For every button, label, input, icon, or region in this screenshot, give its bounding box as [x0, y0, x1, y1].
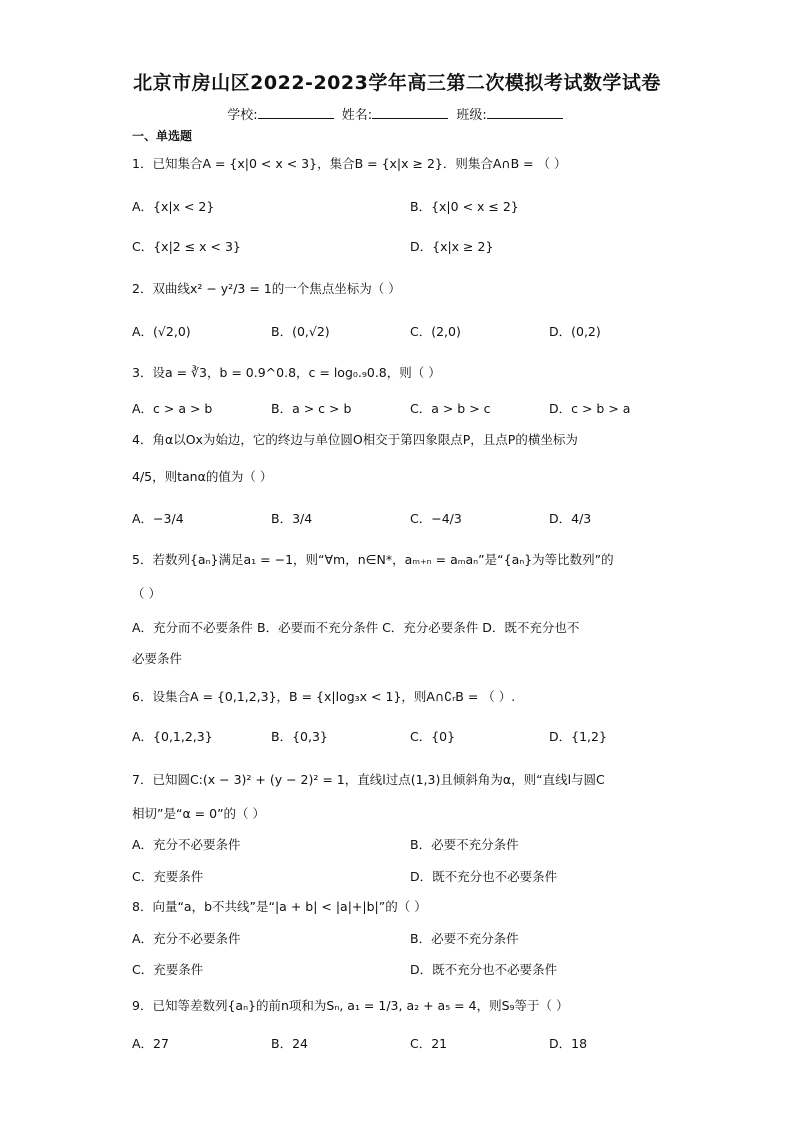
- q7-option-c: C．充要条件: [132, 869, 204, 884]
- class-label: 班级:: [456, 108, 487, 123]
- student-info-line: [0, 104, 794, 123]
- q4-option-c: C．−4/3: [410, 511, 462, 526]
- name-label: 姓名:: [341, 108, 373, 123]
- class-blank[interactable]: [487, 106, 563, 119]
- q1-option-d: D．{x|x ≥ 2}: [410, 239, 494, 254]
- q7-option-a: A．充分不必要条件: [132, 837, 241, 852]
- q3-option-b: B．a > c > b: [271, 401, 352, 416]
- q1-option-a: A．{x|x < 2}: [132, 199, 215, 214]
- school-label: 学校:: [227, 108, 258, 123]
- q6-option-d: D．{1,2}: [549, 729, 607, 744]
- question-7-stem-line2: 相切”是“α = 0”的（ ）: [132, 806, 266, 821]
- q2-option-b: B．(0,√2): [271, 324, 330, 339]
- question-4-stem-line1: 4．角α以Ox为始边，它的终边与单位圆O相交于第四象限点P，且点P的横坐标为: [132, 432, 578, 447]
- q8-option-a: A．充分不必要条件: [132, 931, 241, 946]
- q4-option-d: D．4/3: [549, 511, 592, 526]
- question-6-stem: 6．设集合A = {0,1,2,3}，B = {x|log₃x < 1}，则A∩∁ᵣB = （ ）.: [132, 689, 516, 704]
- q4-option-b: B．3/4: [271, 511, 313, 526]
- q9-option-b: B．24: [271, 1036, 308, 1051]
- q2-option-d: D．(0,2): [549, 324, 601, 339]
- question-3-stem: 3．设a = ∛3，b = 0.9^0.8，c = log₀.₉0.8，则（ ）: [132, 365, 441, 380]
- name-blank[interactable]: [372, 106, 448, 119]
- question-4-stem-line2: 4/5，则tanα的值为（ ）: [132, 469, 273, 484]
- question-2-stem: 2．双曲线x² − y²/3 = 1的一个焦点坐标为（ ）: [132, 281, 401, 296]
- question-7-stem-line1: 7．已知圆C:(x − 3)² + (y − 2)² = 1，直线l过点(1,3)且倾斜角为α，则“直线l与圆C: [132, 772, 605, 787]
- q8-option-d: D．既不充分也不必要条件: [410, 962, 558, 977]
- q6-option-a: A．{0,1,2,3}: [132, 729, 213, 744]
- question-5-stem-line1: 5．若数列{aₙ}满足a₁ = −1，则“∀m，n∈N*，aₘ₊ₙ = aₘaₙ”是“{aₙ}为等比数列”的: [132, 552, 614, 567]
- q3-option-d: D．c > b > a: [549, 401, 631, 416]
- q1-option-b: B．{x|0 < x ≤ 2}: [410, 199, 519, 214]
- q5-options-line2: 必要条件: [132, 651, 183, 666]
- q7-option-b: B．必要不充分条件: [410, 837, 519, 852]
- q6-option-c: C．{0}: [410, 729, 456, 744]
- q9-option-c: C．21: [410, 1036, 448, 1051]
- q9-option-a: A．27: [132, 1036, 169, 1051]
- q2-option-a: A．(√2,0): [132, 324, 191, 339]
- q5-options-line1: A．充分而不必要条件 B．必要而不充分条件 C．充分必要条件 D．既不充分也不: [132, 620, 580, 635]
- q6-option-b: B．{0,3}: [271, 729, 328, 744]
- q2-option-c: C．(2,0): [410, 324, 461, 339]
- question-9-stem: 9．已知等差数列{aₙ}的前n项和为Sₙ, a₁ = 1/3, a₂ + a₅ = 4，则S₉等于（ ）: [132, 998, 569, 1013]
- q7-option-d: D．既不充分也不必要条件: [410, 869, 558, 884]
- question-8-stem: 8．向量“a，b不共线”是“|a + b| < |a|+|b|”的（ ）: [132, 899, 427, 914]
- q1-option-c: C．{x|2 ≤ x < 3}: [132, 239, 241, 254]
- q4-option-a: A．−3/4: [132, 511, 184, 526]
- q9-option-d: D．18: [549, 1036, 588, 1051]
- question-1-stem: 1．已知集合A = {x|0 < x < 3}，集合B = {x|x ≥ 2}．则集合A∩B = （ ）: [132, 156, 567, 171]
- q8-option-b: B．必要不充分条件: [410, 931, 519, 946]
- q3-option-c: C．a > b > c: [410, 401, 491, 416]
- section-heading: 一、单选题: [132, 129, 193, 143]
- school-blank[interactable]: [258, 106, 334, 119]
- page-title: 北京市房山区2022-2023学年高三第二次模拟考试数学试卷: [133, 72, 661, 94]
- q3-option-a: A．c > a > b: [132, 401, 213, 416]
- question-5-stem-line2: （ ）: [132, 586, 161, 601]
- q8-option-c: C．充要条件: [132, 962, 204, 977]
